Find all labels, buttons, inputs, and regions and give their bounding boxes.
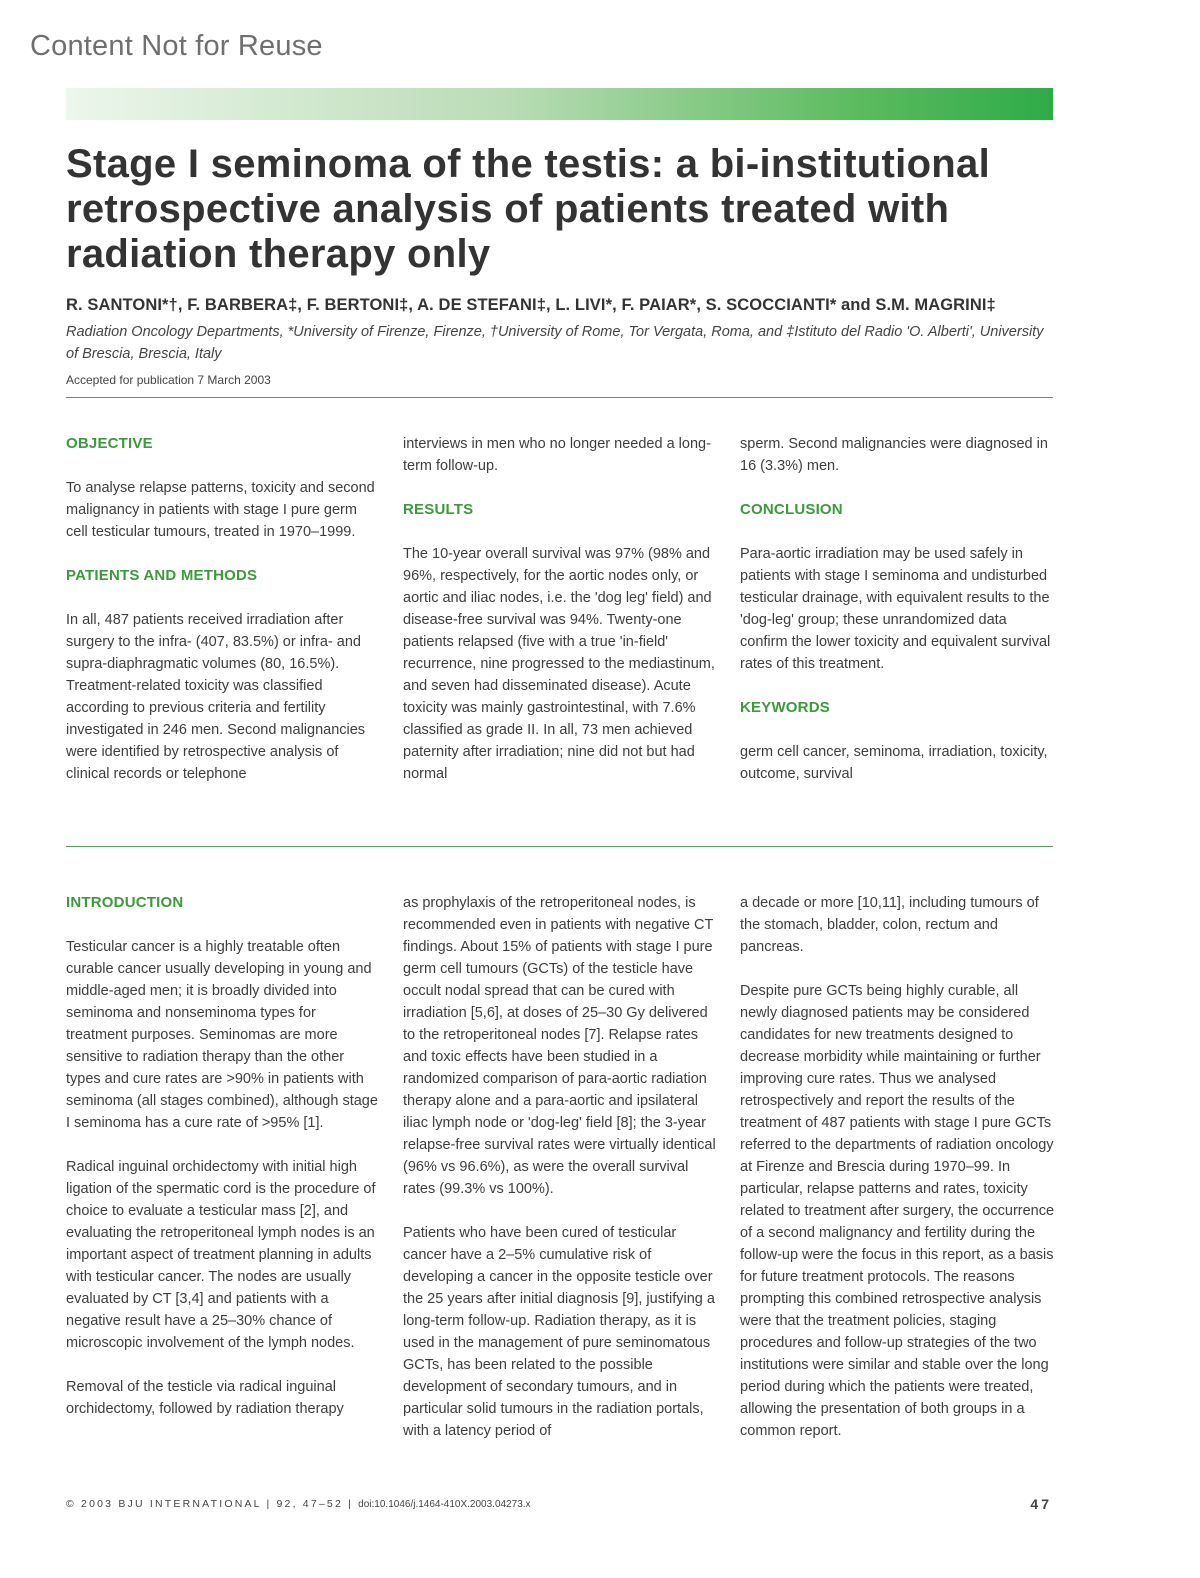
- body-paragraph: a decade or more [10,11], including tumours of the stomach, bladder, colon, rectum and pancreas.: [740, 895, 1039, 955]
- body-paragraph: Despite pure GCTs being highly curable, all newly diagnosed patients may be considered candidates for new treatments designed to decrease morbidity while maintaining or further improving cure rates. Thus we analysed retrospectively and report the results of the treatment of 487 patients with stage I pure GCTs referred to the departments of radiation oncology at Firenze and Brescia during 1970–99. In particular, relapse patterns and rates, toxicity related to treatment after surgery, the occurrence of a second malignancy and fertility during the follow-up were the focus in this report, as a basis for future treatment protocols. The reasons prompting this combined retrospective analysis were that the treatment policies, staging procedures and follow-up strategies of the two institutions were similar and stable over the long period during which the patients were treated, allowing the presentation of both groups in a common report.: [740, 983, 1055, 1439]
- footer-journal: © 2003 BJU INTERNATIONAL | 92, 47–52 |: [66, 1498, 354, 1510]
- watermark: Content Not for Reuse: [30, 30, 323, 62]
- body-paragraph: Patients who have been cured of testicular cancer have a 2–5% cumulative risk of developing a cancer in the opposite testicle over the 25 years after initial diagnosis [9], justifying a long-term follow-up. Radiation therapy, as it is used in the management of pure seminomatous GCTs, has been related to the possible development of secondary tumours, and in particular solid tumours in the radiation portals, with a latency period of: [403, 1225, 715, 1439]
- accepted-date: Accepted for publication 7 March 2003: [66, 373, 271, 387]
- body-paragraph: Radical inguinal orchidectomy with initial high ligation of the spermatic cord is the procedure of choice to evaluate a testicular mass [2], and evaluating the retroperitoneal lymph nodes is an important aspect of treatment planning in adults with testicular cancer. The nodes are usually evaluated by CT [3,4] and patients with a negative result have a 25–30% chance of microscopic involvement of the lymph nodes.: [66, 1159, 376, 1351]
- article-title: Stage I seminoma of the testis: a bi-institutional retrospective analysis of patients treated with radiation therapy only: [66, 142, 991, 276]
- methods-text: In all, 487 patients received irradiation after surgery to the infra- (407, 83.5%) or infra- and supra-diaphragmatic volumes (80, 16.5%). Treatment-related toxicity was classified according to previous criteria and fertility investigated in 246 men. Second malignancies were identified by retrospective analysis of clinical records or telephone: [66, 612, 366, 782]
- body-paragraph: Testicular cancer is a highly treatable often curable cancer usually developing in young and middle-aged men; it is broadly divided into seminoma and nonseminoma types for treatment purposes. Seminomas are more sensitive to radiation therapy than the other types and cure rates are >90% in patients with seminoma (all stages combined), although stage I seminoma has a cure rate of >95% [1].: [66, 939, 378, 1131]
- body-column-1: [66, 892, 381, 1420]
- results-text-continued: sperm. Second malignancies were diagnosed in 16 (3.3%) men.: [740, 436, 1048, 474]
- affiliations: Radiation Oncology Departments, *University of Firenze, Firenze, †University of Rome, Tor Vergata, Roma, and ‡Istituto del Radio 'O. Alberti', University of Brescia, Brescia, Italy: [66, 324, 1044, 362]
- body-paragraph: as prophylaxis of the retroperitoneal nodes, is recommended even in patients with negative CT findings. About 15% of patients with stage I pure germ cell tumours (GCTs) of the testicle have occult nodal spread that can be cured with irradiation [5,6], at doses of 25–30 Gy delivered to the retroperitoneal nodes [7]. Relapse rates and toxic effects have been studied in a randomized comparison of para-aortic radiation therapy alone and a para-aortic and ipsilateral iliac lymph node or 'dog-leg' field [8]; the 3-year relapse-free survival rates were virtually identical (96% vs 96.6%), as were the overall survival rates (99.3% vs 100%).: [403, 895, 716, 1197]
- conclusion-text: Para-aortic irradiation may be used safely in patients with stage I seminoma and undisturbed testicular drainage, with equivalent results to the 'dog-leg' group; these unrandomized data confirm the lower toxicity and equivalent survival rates of this treatment.: [740, 546, 1051, 672]
- footer-doi: doi:10.1046/j.1464-410X.2003.04273.x: [358, 1499, 531, 1510]
- footer-citation: [66, 1498, 531, 1510]
- results-text: The 10-year overall survival was 97% (98% and 96%, respectively, for the aortic nodes only, or aortic and iliac nodes, i.e. the 'dog leg' field) and disease-free survival was 94%. Twenty-one patients relapsed (five with a true 'in-field' recurrence, nine progressed to the mediastinum, and seven had disseminated disease). Acute toxicity was mainly gastrointestinal, with 7.6% classified as grade II. In all, 73 men achieved paternity after irradiation; nine did not but had normal: [403, 546, 715, 782]
- author-list: R. SANTONI*†, F. BARBERA‡, F. BERTONI‡, A. DE STEFANI‡, L. LIVI*, F. PAIAR*, S. SCOCCIANTI* and S.M. MAGRINI‡: [66, 296, 996, 314]
- abstract-top-rule: [66, 397, 1053, 398]
- keywords-text: germ cell cancer, seminoma, irradiation, toxicity, outcome, survival: [740, 744, 1048, 782]
- methods-heading: PATIENTS AND METHODS: [66, 567, 258, 584]
- abstract-column-1: [66, 433, 381, 785]
- body-column-2: [403, 892, 718, 1442]
- body-column-3: [740, 892, 1055, 1442]
- abstract-column-2: [403, 433, 718, 785]
- header-green-bar: [66, 88, 1053, 120]
- body-paragraph: Removal of the testicle via radical inguinal orchidectomy, followed by radiation therapy: [66, 1379, 344, 1417]
- objective-heading: OBJECTIVE: [66, 435, 153, 452]
- introduction-heading: INTRODUCTION: [66, 894, 184, 911]
- abstract-column-3: [740, 433, 1055, 785]
- conclusion-heading: CONCLUSION: [740, 501, 843, 518]
- objective-text: To analyse relapse patterns, toxicity and second malignancy in patients with stage I pure germ cell testicular tumours, treated in 1970–1999.: [66, 480, 375, 540]
- page-number: 47: [1030, 1496, 1052, 1512]
- keywords-heading: KEYWORDS: [740, 699, 830, 716]
- results-heading: RESULTS: [403, 501, 474, 518]
- methods-text-continued: interviews in men who no longer needed a long-term follow-up.: [403, 436, 711, 474]
- abstract-bottom-rule: [66, 846, 1053, 847]
